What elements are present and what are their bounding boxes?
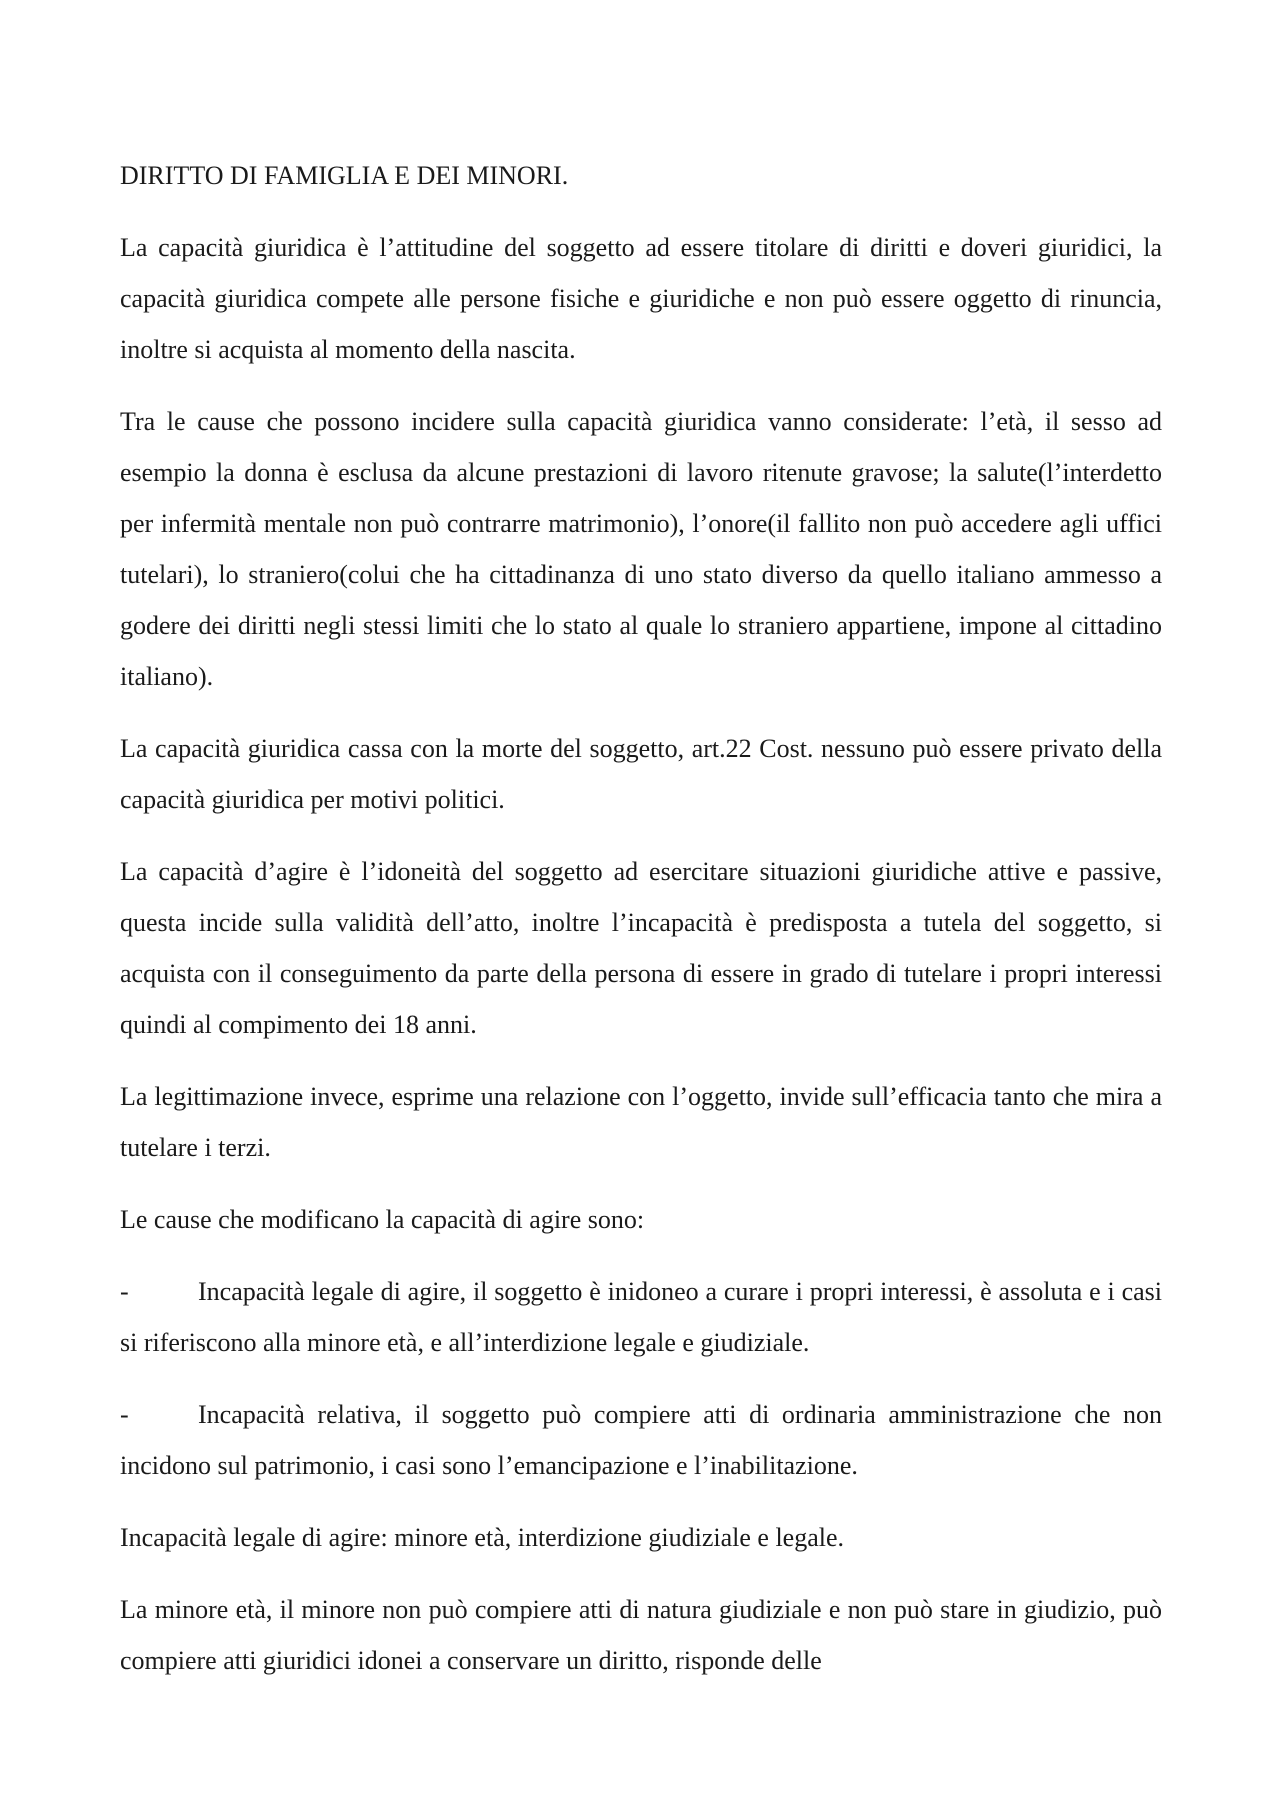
paragraph-cause-modificano: Le cause che modificano la capacità di agire sono: bbox=[120, 1205, 645, 1234]
paragraph-capacita-agire: La capacità d’agire è l’idoneità del soggetto ad esercitare situazioni giuridiche attive e passive, questa incide sulla validità dell’atto, inoltre l’incapacità è predisposta a tutela del soggetto, si acquista con il conseguimento da parte della persona di essere in grado di tutelare i propri interessi quindi al compimento dei 18 anni. bbox=[120, 857, 1162, 1039]
document-body bbox=[120, 150, 1162, 1707]
bullet-dash: - bbox=[120, 1277, 129, 1306]
paragraph-cessazione: La capacità giuridica cassa con la morte del soggetto, art.22 Cost. nessuno può essere privato della capacità giuridica per motivi politici. bbox=[120, 734, 1162, 814]
paragraph-legittimazione: La legittimazione invece, esprime una relazione con l’oggetto, invide sull’efficacia tanto che mira a tutelare i terzi. bbox=[120, 1082, 1162, 1162]
paragraph-minore-eta: La minore età, il minore non può compiere atti di natura giudiziale e non può stare in giudizio, può compiere atti giuridici idonei a conservare un diritto, risponde delle bbox=[120, 1595, 1162, 1675]
list-item-text: Incapacità legale di agire, il soggetto è inidoneo a curare i propri interessi, è assoluta e i casi si riferiscono alla minore età, e all’interdizione legale e giudiziale. bbox=[120, 1277, 1162, 1357]
list-item-incapacita-relativa bbox=[120, 1389, 1162, 1491]
list-item-incapacita-legale bbox=[120, 1266, 1162, 1368]
paragraph-cause-capacita: Tra le cause che possono incidere sulla capacità giuridica vanno considerate: l’età, il sesso ad esempio la donna è esclusa da alcune prestazioni di lavoro ritenute gravose; la salute(l’interdetto per infermità mentale non può contrarre matrimonio), l’onore(il fallito non può accedere agli uffici tutelari), lo straniero(colui che ha cittadinanza di uno stato diverso da quello italiano ammesso a godere dei diritti negli stessi limiti che lo stato al quale lo straniero appartiene, impone al cittadino italiano). bbox=[120, 407, 1162, 691]
list-item-text: Incapacità relativa, il soggetto può compiere atti di ordinaria amministrazione che non incidono sul patrimonio, i casi sono l’emancipazione e l’inabilitazione. bbox=[120, 1400, 1162, 1480]
document-title: DIRITTO DI FAMIGLIA E DEI MINORI. bbox=[120, 161, 569, 190]
paragraph-incapacita-legale-summary: Incapacità legale di agire: minore età, interdizione giudiziale e legale. bbox=[120, 1523, 845, 1552]
bullet-dash: - bbox=[120, 1400, 129, 1429]
paragraph-capacita-giuridica: La capacità giuridica è l’attitudine del soggetto ad essere titolare di diritti e doveri giuridici, la capacità giuridica compete alle persone fisiche e giuridiche e non può essere oggetto di rinuncia, inoltre si acquista al momento della nascita. bbox=[120, 233, 1162, 364]
